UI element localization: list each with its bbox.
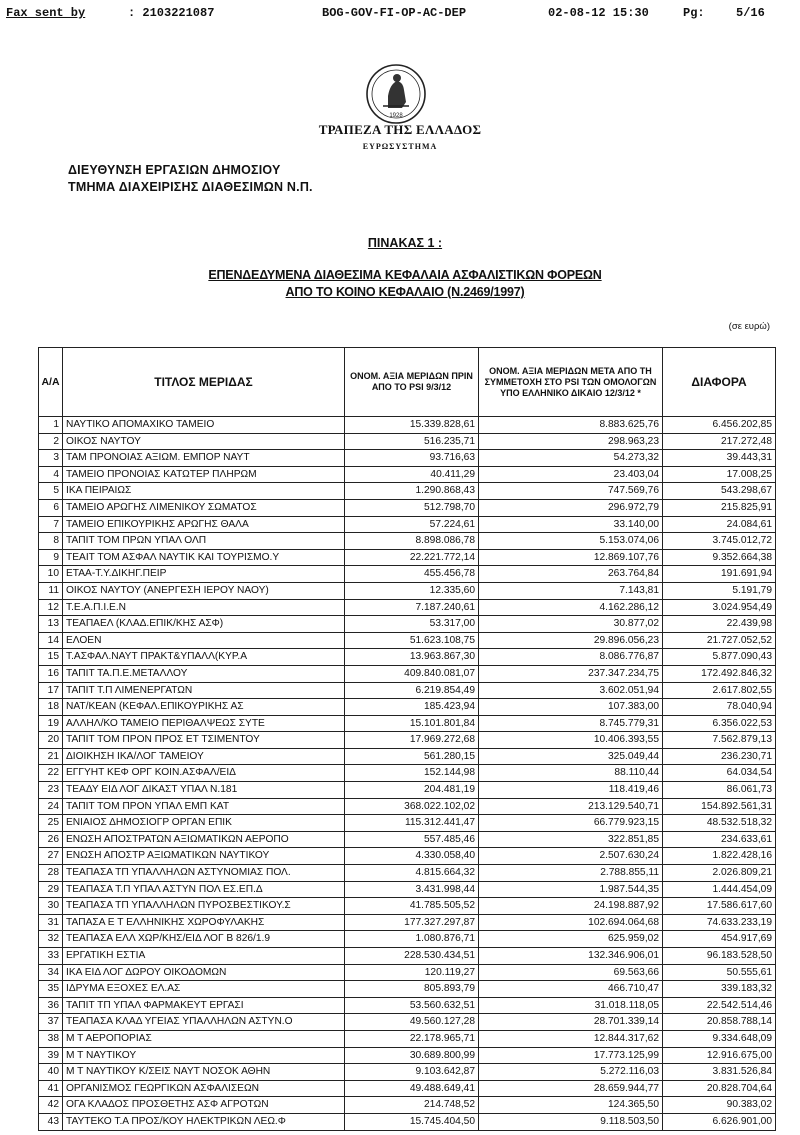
row-after-value: 17.773.125,99 (479, 1047, 663, 1064)
row-difference-value: 6.356.022,53 (663, 715, 776, 732)
row-index: 24 (39, 798, 63, 815)
department-line-1: ΔΙΕΥΘΥΝΣΗ ΕΡΓΑΣΙΩΝ ΔΗΜΟΣΙΟΥ (68, 163, 281, 177)
row-after-value: 102.694.064,68 (479, 914, 663, 931)
row-after-value: 28.659.944,77 (479, 1080, 663, 1097)
row-name: ΤΑΥΤΕΚΟ Τ.Α ΠΡΟΣ/ΚΟΥ ΗΛΕΚΤΡΙΚΩΝ ΛΕΩ.Φ (63, 1113, 345, 1130)
row-after-value: 23.403,04 (479, 466, 663, 483)
row-difference-value: 6.456.202,85 (663, 417, 776, 434)
row-before-value: 22.221.772,14 (345, 549, 479, 566)
row-after-value: 625.959,02 (479, 931, 663, 948)
table-row (39, 815, 776, 832)
row-difference-value: 191.691,94 (663, 566, 776, 583)
row-name: ΕΝΙΑΙΟΣ ΔΗΜΟΣΙΟΓΡ ΟΡΓΑΝ ΕΠΙΚ (63, 815, 345, 832)
row-name: ΤΕΑΠΑΣΑ ΕΛΛ ΧΩΡ/ΚΗΣ/ΕΙΔ ΛΟΓ Β 826/1.9 (63, 931, 345, 948)
row-difference-value: 22.542.514,46 (663, 997, 776, 1014)
unit-note: (σε ευρώ) (728, 321, 770, 332)
row-name: ΤΑΠΙΤ ΤΑ.Π.Ε.ΜΕΤΑΛΛΟΥ (63, 665, 345, 682)
table-row (39, 1097, 776, 1114)
row-index: 31 (39, 914, 63, 931)
row-after-value: 5.153.074,06 (479, 533, 663, 550)
row-name: ΟΓΑ ΚΛΑΔΟΣ ΠΡΟΣΘΕΤΗΣ ΑΣΦ ΑΓΡΟΤΩΝ (63, 1097, 345, 1114)
row-before-value: 17.969.272,68 (345, 732, 479, 749)
fax-sender-number: : 2103221087 (128, 6, 215, 20)
row-difference-value: 3.024.954,49 (663, 599, 776, 616)
row-name: ΕΝΩΣΗ ΑΠΟΣΤΡΑΤΩΝ ΑΞΙΩΜΑΤΙΚΩΝ ΑΕΡΟΠΟ (63, 831, 345, 848)
table-row (39, 981, 776, 998)
row-after-value: 10.406.393,55 (479, 732, 663, 749)
row-name: ΤΑΜΕΙΟ ΠΡΟΝΟΙΑΣ ΚΑΤΩΤΕΡ ΠΛΗΡΩΜ (63, 466, 345, 483)
row-difference-value: 5.877.090,43 (663, 649, 776, 666)
row-name: Τ.Ε.Α.Π.Ι.Ε.Ν (63, 599, 345, 616)
row-before-value: 49.560.127,28 (345, 1014, 479, 1031)
row-difference-value: 172.492.846,32 (663, 665, 776, 682)
row-after-value: 325.049,44 (479, 748, 663, 765)
row-difference-value: 22.439,98 (663, 616, 776, 633)
row-index: 28 (39, 865, 63, 882)
table-row (39, 831, 776, 848)
row-before-value: 561.280,15 (345, 748, 479, 765)
row-before-value: 93.716,63 (345, 450, 479, 467)
row-after-value: 3.602.051,94 (479, 682, 663, 699)
row-index: 1 (39, 417, 63, 434)
row-name: ΔΙΟΙΚΗΣΗ ΙΚΑ/ΛΟΓ ΤΑΜΕΙΟΥ (63, 748, 345, 765)
row-before-value: 368.022.102,02 (345, 798, 479, 815)
table-row (39, 433, 776, 450)
table-row (39, 1113, 776, 1130)
row-before-value: 516.235,71 (345, 433, 479, 450)
row-index: 41 (39, 1080, 63, 1097)
row-difference-value: 3.745.012,72 (663, 533, 776, 550)
row-index: 39 (39, 1047, 63, 1064)
header-name: ΤΙΤΛΟΣ ΜΕΡΙΔΑΣ (63, 348, 345, 417)
row-before-value: 6.219.854,49 (345, 682, 479, 699)
row-difference-value: 48.532.518,32 (663, 815, 776, 832)
row-before-value: 1.290.868,43 (345, 483, 479, 500)
row-before-value: 53.560.632,51 (345, 997, 479, 1014)
row-name: ΕΛΟΕΝ (63, 632, 345, 649)
table-row (39, 533, 776, 550)
row-index: 37 (39, 1014, 63, 1031)
row-index: 30 (39, 898, 63, 915)
row-index: 9 (39, 549, 63, 566)
row-before-value: 4.815.664,32 (345, 865, 479, 882)
row-after-value: 66.779.923,15 (479, 815, 663, 832)
table-row (39, 682, 776, 699)
row-after-value: 466.710,47 (479, 981, 663, 998)
row-after-value: 5.272.116,03 (479, 1064, 663, 1081)
row-before-value: 185.423,94 (345, 699, 479, 716)
row-difference-value: 215.825,91 (663, 499, 776, 516)
row-before-value: 115.312.441,47 (345, 815, 479, 832)
row-difference-value: 20.858.788,14 (663, 1014, 776, 1031)
table-row (39, 715, 776, 732)
row-name: ΤΕΑΠΑΣΑ Τ.Π ΥΠΑΛ ΑΣΤΥΝ ΠΟΛ ΕΣ.ΕΠ.Δ (63, 881, 345, 898)
row-index: 14 (39, 632, 63, 649)
row-after-value: 29.896.056,23 (479, 632, 663, 649)
row-after-value: 8.086.776,87 (479, 649, 663, 666)
table-row (39, 948, 776, 965)
row-difference-value: 24.084,61 (663, 516, 776, 533)
row-after-value: 4.162.286,12 (479, 599, 663, 616)
row-after-value: 747.569,76 (479, 483, 663, 500)
fax-header (0, 0, 800, 24)
row-index: 38 (39, 1030, 63, 1047)
table-row (39, 881, 776, 898)
row-index: 34 (39, 964, 63, 981)
row-before-value: 30.689.800,99 (345, 1047, 479, 1064)
row-before-value: 204.481,19 (345, 782, 479, 799)
row-difference-value: 17.008,25 (663, 466, 776, 483)
table-header-row (39, 348, 776, 417)
row-name: ΙΚΑ ΕΙΔ ΛΟΓ ΔΩΡΟΥ ΟΙΚΟΔΟΜΩΝ (63, 964, 345, 981)
row-after-value: 1.987.544,35 (479, 881, 663, 898)
row-difference-value: 543.298,67 (663, 483, 776, 500)
row-name: ΤΑΜΕΙΟ ΕΠΙΚΟΥΡΙΚΗΣ ΑΡΩΓΗΣ ΘΑΛΑ (63, 516, 345, 533)
row-name: ΤΑΠΙΤ ΤΠ ΥΠΑΛ ΦΑΡΜΑΚΕΥΤ ΕΡΓΑΣΙ (63, 997, 345, 1014)
row-name: ΝΑΤ/ΚΕΑΝ (ΚΕΦΑΛ.ΕΠΙΚΟΥΡΙΚΗΣ ΑΣ (63, 699, 345, 716)
table-row (39, 466, 776, 483)
row-index: 32 (39, 931, 63, 948)
row-index: 5 (39, 483, 63, 500)
row-after-value: 28.701.339,14 (479, 1014, 663, 1031)
row-after-value: 118.419,46 (479, 782, 663, 799)
row-difference-value: 39.443,31 (663, 450, 776, 467)
funds-table (38, 347, 776, 1131)
row-name: ΤΕΑΙΤ ΤΟΜ ΑΣΦΑΛ ΝΑΥΤΙΚ ΚΑΙ ΤΟΥΡΙΣΜΟ.Υ (63, 549, 345, 566)
table-row (39, 632, 776, 649)
row-index: 26 (39, 831, 63, 848)
table-row (39, 417, 776, 434)
row-after-value: 298.963,23 (479, 433, 663, 450)
row-after-value: 107.383,00 (479, 699, 663, 716)
row-difference-value: 12.916.675,00 (663, 1047, 776, 1064)
fax-datetime: 02-08-12 15:30 (548, 6, 649, 20)
row-difference-value: 21.727.052,52 (663, 632, 776, 649)
row-name: ΙΚΑ ΠΕΙΡΑΙΩΣ (63, 483, 345, 500)
row-index: 18 (39, 699, 63, 716)
row-index: 8 (39, 533, 63, 550)
row-before-value: 15.745.404,50 (345, 1113, 479, 1130)
row-difference-value: 1.444.454,09 (663, 881, 776, 898)
row-before-value: 13.963.867,30 (345, 649, 479, 666)
row-name: ΕΝΩΣΗ ΑΠΟΣΤΡ ΑΞΙΩΜΑΤΙΚΩΝ ΝΑΥΤΙΚΟΥ (63, 848, 345, 865)
row-after-value: 2.788.855,11 (479, 865, 663, 882)
table-row (39, 499, 776, 516)
row-before-value: 41.785.505,52 (345, 898, 479, 915)
row-before-value: 8.898.086,78 (345, 533, 479, 550)
row-name: ΕΡΓΑΤΙΚΗ ΕΣΤΙΑ (63, 948, 345, 965)
row-before-value: 228.530.434,51 (345, 948, 479, 965)
row-after-value: 12.844.317,62 (479, 1030, 663, 1047)
row-name: ΤΑΠΙΤ Τ.Π ΛΙΜΕΝΕΡΓΑΤΩΝ (63, 682, 345, 699)
row-before-value: 152.144,98 (345, 765, 479, 782)
table-row (39, 914, 776, 931)
row-index: 43 (39, 1113, 63, 1130)
row-name: Μ Τ ΝΑΥΤΙΚΟΥ Κ/ΣΕΙΣ ΝΑΥΤ ΝΟΣΟΚ ΑΘΗΝ (63, 1064, 345, 1081)
row-index: 36 (39, 997, 63, 1014)
row-before-value: 512.798,70 (345, 499, 479, 516)
table-row (39, 798, 776, 815)
row-difference-value: 217.272,48 (663, 433, 776, 450)
row-name: ΟΙΚΟΣ ΝΑΥΤΟΥ (63, 433, 345, 450)
row-name: ΤΑΜΕΙΟ ΑΡΩΓΗΣ ΛΙΜΕΝΙΚΟΥ ΣΩΜΑΤΟΣ (63, 499, 345, 516)
row-index: 11 (39, 582, 63, 599)
row-name: ΤΑΠΙΤ ΤΟΜ ΠΡΩΝ ΥΠΑΛ ΟΛΠ (63, 533, 345, 550)
row-difference-value: 234.633,61 (663, 831, 776, 848)
table-row (39, 566, 776, 583)
seal-year: 1928 (389, 113, 403, 119)
table-row (39, 898, 776, 915)
heading-line-2: ΑΠΟ ΤΟ ΚΟΙΝΟ ΚΕΦΑΛΑΙΟ (Ν.2469/1997) (285, 285, 525, 299)
row-name: ΤΕΑΠΑΣΑ ΚΛΑΔ ΥΓΕΙΑΣ ΥΠΑΛΛΗΛΩΝ ΑΣΤΥΝ.Ο (63, 1014, 345, 1031)
row-before-value: 120.119,27 (345, 964, 479, 981)
row-difference-value: 9.352.664,38 (663, 549, 776, 566)
row-name: ΕΤΑΑ-Τ.Υ.ΔΙΚΗΓ.ΠΕΙΡ (63, 566, 345, 583)
row-name: ΤΕΑΠΑΕΛ (ΚΛΑΔ.ΕΠΙΚ/ΚΗΣ ΑΣΦ) (63, 616, 345, 633)
eurosystem-label: ΕΥΡΩΣΥΣΤΗΜΑ (362, 142, 438, 151)
row-difference-value: 339.183,32 (663, 981, 776, 998)
row-before-value: 3.431.998,44 (345, 881, 479, 898)
row-difference-value: 17.586.617,60 (663, 898, 776, 915)
row-before-value: 22.178.965,71 (345, 1030, 479, 1047)
row-before-value: 7.187.240,61 (345, 599, 479, 616)
bank-name: ΤΡΑΠΕΖΑ ΤΗΣ ΕΛΛΑΔΟΣ (318, 122, 482, 137)
row-before-value: 57.224,61 (345, 516, 479, 533)
row-before-value: 53.317,00 (345, 616, 479, 633)
table-row (39, 1014, 776, 1031)
department-line-2: ΤΜΗΜΑ ΔΙΑΧΕΙΡΙΣΗΣ ΔΙΑΘΕΣΙΜΩΝ Ν.Π. (68, 180, 313, 194)
row-index: 22 (39, 765, 63, 782)
table-row (39, 765, 776, 782)
row-after-value: 124.365,50 (479, 1097, 663, 1114)
row-name: ΝΑΥΤΙΚΟ ΑΠΟΜΑΧΙΚΟ ΤΑΜΕΙΟ (63, 417, 345, 434)
row-name: ΑΛΛΗΛ/ΚΟ ΤΑΜΕΙΟ ΠΕΡΙΘΑΛΨΕΩΣ ΣΥΤΕ (63, 715, 345, 732)
row-after-value: 88.110,44 (479, 765, 663, 782)
row-index: 10 (39, 566, 63, 583)
header-index: Α/Α (39, 348, 63, 417)
bank-seal-icon (364, 62, 428, 126)
row-difference-value: 1.822.428,16 (663, 848, 776, 865)
row-name: Τ.ΑΣΦΑΛ.ΝΑΥΤ ΠΡΑΚΤ&ΥΠΑΛΛ(ΚΥΡ.Α (63, 649, 345, 666)
row-index: 35 (39, 981, 63, 998)
row-index: 4 (39, 466, 63, 483)
table-row (39, 1047, 776, 1064)
row-difference-value: 74.633.233,19 (663, 914, 776, 931)
row-name: ΤΕΑΠΑΣΑ ΤΠ ΥΠΑΛΛΗΛΩΝ ΠΥΡΟΣΒΕΣΤΙΚΟΥ.Σ (63, 898, 345, 915)
row-difference-value: 78.040,94 (663, 699, 776, 716)
row-difference-value: 154.892.561,31 (663, 798, 776, 815)
row-difference-value: 3.831.526,84 (663, 1064, 776, 1081)
row-difference-value: 2.026.809,21 (663, 865, 776, 882)
row-after-value: 31.018.118,05 (479, 997, 663, 1014)
row-index: 6 (39, 499, 63, 516)
row-before-value: 12.335,60 (345, 582, 479, 599)
row-after-value: 54.273,32 (479, 450, 663, 467)
row-difference-value: 90.383,02 (663, 1097, 776, 1114)
table-row (39, 582, 776, 599)
table-title: ΠΙΝΑΚΑΣ 1 : (367, 236, 443, 250)
row-after-value: 8.745.779,31 (479, 715, 663, 732)
row-after-value: 296.972,79 (479, 499, 663, 516)
fax-page-label: Pg: (683, 6, 705, 20)
row-index: 23 (39, 782, 63, 799)
row-name: Μ Τ ΑΕΡΟΠΟΡΙΑΣ (63, 1030, 345, 1047)
fax-page-value: 5/16 (736, 6, 765, 20)
row-name: ΙΔΡΥΜΑ ΕΞΟΧΕΣ ΕΛ.ΑΣ (63, 981, 345, 998)
table-row (39, 649, 776, 666)
table-row (39, 1030, 776, 1047)
row-index: 17 (39, 682, 63, 699)
fax-code: BOG-GOV-FI-OP-AC-DEP (322, 6, 467, 20)
row-name: ΤΑΠΙΤ ΤΟΜ ΠΡΟΝ ΠΡΟΣ ΕΤ ΤΣΙΜΕΝΤΟΥ (63, 732, 345, 749)
row-after-value: 69.563,66 (479, 964, 663, 981)
row-difference-value: 9.334.648,09 (663, 1030, 776, 1047)
table-row (39, 699, 776, 716)
row-name: ΤΑΠΑΣΑ Ε Τ ΕΛΛΗΝΙΚΗΣ ΧΩΡΟΦΥΛΑΚΗΣ (63, 914, 345, 931)
row-before-value: 214.748,52 (345, 1097, 479, 1114)
row-index: 40 (39, 1064, 63, 1081)
row-before-value: 557.485,46 (345, 831, 479, 848)
table-row (39, 931, 776, 948)
row-difference-value: 86.061,73 (663, 782, 776, 799)
heading-line-1: ΕΠΕΝΔΕΔΥΜΕΝΑ ΔΙΑΘΕΣΙΜΑ ΚΕΦΑΛΑΙΑ ΑΣΦΑΛΙΣΤΙΚΩΝ ΦΟΡΕΩΝ (208, 268, 602, 282)
row-difference-value: 64.034,54 (663, 765, 776, 782)
row-index: 20 (39, 732, 63, 749)
row-difference-value: 50.555,61 (663, 964, 776, 981)
row-before-value: 805.893,79 (345, 981, 479, 998)
row-after-value: 322.851,85 (479, 831, 663, 848)
row-after-value: 8.883.625,76 (479, 417, 663, 434)
row-name: ΕΓΓΥΗΤ ΚΕΦ ΟΡΓ ΚΟΙΝ.ΑΣΦΑΛ/ΕΙΔ (63, 765, 345, 782)
row-name: Μ Τ ΝΑΥΤΙΚΟΥ (63, 1047, 345, 1064)
header-difference: ΔΙΑΦΟΡΑ (663, 348, 776, 417)
row-after-value: 132.346.906,01 (479, 948, 663, 965)
row-name: ΟΙΚΟΣ ΝΑΥΤΟΥ (ΑΝΕΡΓΕΣΗ ΙΕΡΟΥ ΝΑΟΥ) (63, 582, 345, 599)
row-before-value: 9.103.642,87 (345, 1064, 479, 1081)
row-index: 29 (39, 881, 63, 898)
row-index: 27 (39, 848, 63, 865)
row-index: 25 (39, 815, 63, 832)
table-row (39, 964, 776, 981)
row-before-value: 51.623.108,75 (345, 632, 479, 649)
row-before-value: 49.488.649,41 (345, 1080, 479, 1097)
table-row (39, 748, 776, 765)
table-row (39, 1080, 776, 1097)
row-after-value: 7.143,81 (479, 582, 663, 599)
row-after-value: 213.129.540,71 (479, 798, 663, 815)
table-row (39, 1064, 776, 1081)
row-index: 2 (39, 433, 63, 450)
table-row (39, 450, 776, 467)
row-after-value: 33.140,00 (479, 516, 663, 533)
header-after: ΟΝΟΜ. ΑΞΙΑ ΜΕΡΙΔΩΝ ΜΕΤΑ ΑΠΟ ΤΗ ΣΥΜΜΕΤΟΧΗ ΣΤΟ PSI ΤΩΝ ΟΜΟΛΟΓΩΝ ΥΠΟ ΕΛΛΗΝΙΚΟ ΔΙΚΑΙΟ 12/3/12 * (479, 348, 663, 417)
row-before-value: 15.339.828,61 (345, 417, 479, 434)
table-row (39, 549, 776, 566)
row-after-value: 24.198.887,92 (479, 898, 663, 915)
table-row (39, 782, 776, 799)
row-after-value: 2.507.630,24 (479, 848, 663, 865)
row-after-value: 263.764,84 (479, 566, 663, 583)
row-before-value: 455.456,78 (345, 566, 479, 583)
table-row (39, 732, 776, 749)
row-after-value: 9.118.503,50 (479, 1113, 663, 1130)
row-index: 12 (39, 599, 63, 616)
table-row (39, 665, 776, 682)
row-index: 16 (39, 665, 63, 682)
table-row (39, 848, 776, 865)
row-index: 19 (39, 715, 63, 732)
row-before-value: 40.411,29 (345, 466, 479, 483)
row-difference-value: 20.828.704,64 (663, 1080, 776, 1097)
row-difference-value: 5.191,79 (663, 582, 776, 599)
row-index: 33 (39, 948, 63, 965)
table-row (39, 997, 776, 1014)
row-before-value: 4.330.058,40 (345, 848, 479, 865)
row-name: ΟΡΓΑΝΙΣΜΟΣ ΓΕΩΡΓΙΚΩΝ ΑΣΦΑΛΙΣΕΩΝ (63, 1080, 345, 1097)
row-index: 13 (39, 616, 63, 633)
row-before-value: 409.840.081,07 (345, 665, 479, 682)
row-after-value: 237.347.234,75 (479, 665, 663, 682)
row-name: ΤΑΠΙΤ ΤΟΜ ΠΡΟΝ ΥΠΑΛ ΕΜΠ ΚΑΤ (63, 798, 345, 815)
row-difference-value: 7.562.879,13 (663, 732, 776, 749)
header-before: ΟΝΟΜ. ΑΞΙΑ ΜΕΡΙΔΩΝ ΠΡΙΝ ΑΠΟ ΤΟ PSI 9/3/12 (345, 348, 479, 417)
table-row (39, 599, 776, 616)
row-index: 42 (39, 1097, 63, 1114)
row-index: 15 (39, 649, 63, 666)
row-difference-value: 6.626.901,00 (663, 1113, 776, 1130)
row-difference-value: 2.617.802,55 (663, 682, 776, 699)
row-name: ΤΕΑΔΥ ΕΙΔ ΛΟΓ ΔΙΚΑΣΤ ΥΠΑΛ Ν.181 (63, 782, 345, 799)
row-difference-value: 236.230,71 (663, 748, 776, 765)
fax-sender-label: Fax sent by (6, 6, 86, 20)
row-after-value: 30.877,02 (479, 616, 663, 633)
row-before-value: 1.080.876,71 (345, 931, 479, 948)
row-before-value: 15.101.801,84 (345, 715, 479, 732)
row-after-value: 12.869.107,76 (479, 549, 663, 566)
table-row (39, 516, 776, 533)
table-row (39, 865, 776, 882)
row-difference-value: 454.917,69 (663, 931, 776, 948)
row-index: 7 (39, 516, 63, 533)
row-index: 21 (39, 748, 63, 765)
table-row (39, 616, 776, 633)
row-name: ΤΕΑΠΑΣΑ ΤΠ ΥΠΑΛΛΗΛΩΝ ΑΣΤΥΝΟΜΙΑΣ ΠΟΛ. (63, 865, 345, 882)
row-name: ΤΑΜ ΠΡΟΝΟΙΑΣ ΑΞΙΩΜ. ΕΜΠΟΡ ΝΑΥΤ (63, 450, 345, 467)
table-row (39, 483, 776, 500)
row-index: 3 (39, 450, 63, 467)
row-difference-value: 96.183.528,50 (663, 948, 776, 965)
row-before-value: 177.327.297,87 (345, 914, 479, 931)
